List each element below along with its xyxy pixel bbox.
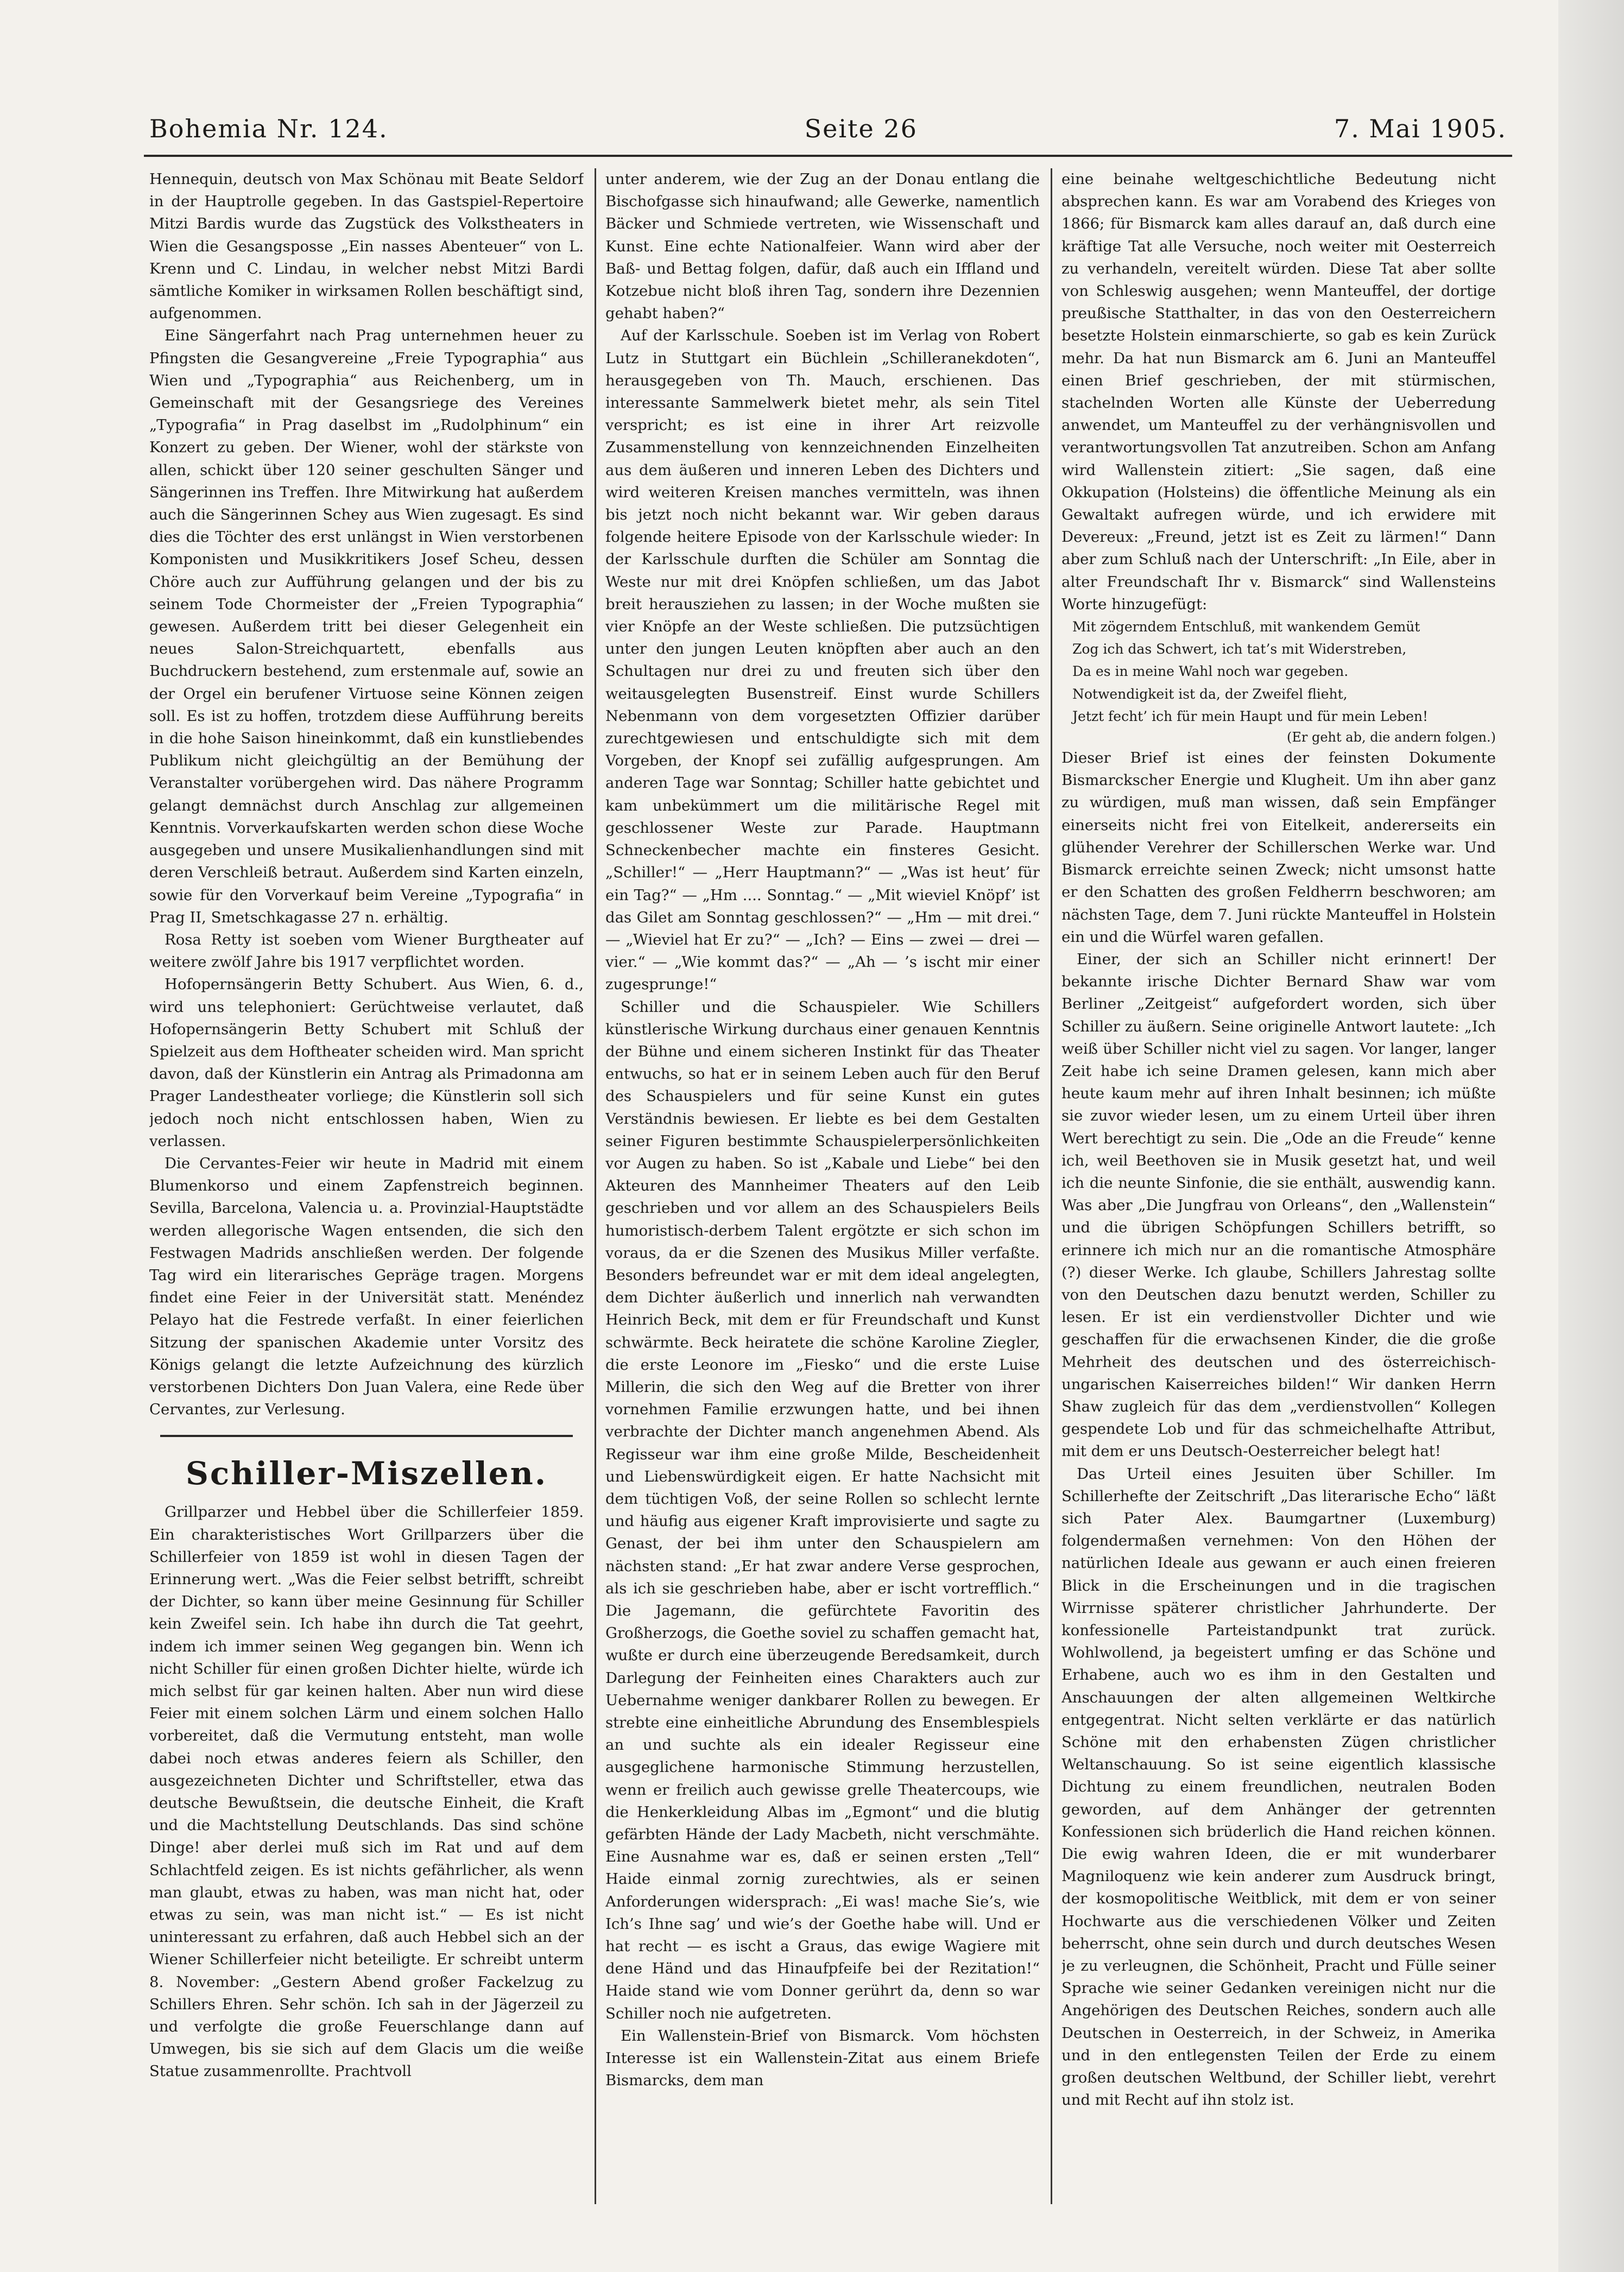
- article-paragraph: Hofopernsängerin Betty Schubert. Aus Wien, 6. d., wird uns telephoniert: Gerüchtweise verlautet, daß Hofopernsängerin Betty Schubert mit Schluß der Spielzeit aus dem Hoftheater scheiden wird. Man spricht davon, daß der Künstlerin ein Antrag als Primadonna am Prager Landestheater vorliege; die Künstlerin soll sich jedoch noch nicht entschlossen haben, Wien zu verlassen.: [149, 976, 584, 1150]
- verse-line: Zog ich das Schwert, ich tat’s mit Widerstreben,: [1072, 641, 1407, 657]
- article-paragraph: Dieser Brief ist eines der feinsten Dokumente Bismarckscher Energie und Klugheit. Um ihn aber ganz zu würdigen, muß man wissen, daß sein Empfänger einerseits nicht frei von Eitelkeit, andererseits ein glühender Verehrer der Schillerschen Werke war. Und Bismarck erreichte seinen Zweck; nicht umsonst hatte er den Schatten des großen Feldherrn beschworen; am nächsten Tage, dem 7. Juni rückte Manteuffel in Holstein ein und die Würfel waren gefallen.: [1061, 749, 1496, 946]
- article-paragraph: Die Cervantes-Feier wir heute in Madrid mit einem Blumenkorso und einem Zapfenstreich beginnen. Sevilla, Barcelona, Valencia u. a. Provinzial-Hauptstädte werden allegorische Wagen entsenden, die sich den Festwagen Madrids anschließen werden. Der folgende Tag wird ein literarisches Gepräge tragen. Morgens findet eine Feier in der Universität statt. Menéndez Pelayo hat die Festrede verfaßt. In einer feierlichen Sitzung der spanischen Akademie unter Vorsitz des Königs gelangt die letzte Aufzeichnung des kürzlich verstorbenen Dichters Don Juan Valera, eine Rede über Cervantes, zur Verlesung.: [149, 1154, 584, 1419]
- verse-line: Jetzt fecht’ ich für mein Haupt und für mein Leben!: [1072, 708, 1429, 724]
- article-paragraph: Einer, der sich an Schiller nicht erinnert! Der bekannte irische Dichter Bernard Shaw war vom Berliner „Zeitgeist“ aufgefordert worden, sich über Schiller zu äußern. Seine originelle Antwort lautete: „Ich weiß über Schiller nicht viel zu sagen. Vor langer, langer Zeit habe ich seine Dramen gelesen, kann mich aber heute kaum mehr auf ihren Inhalt besinnen; ich müßte sie zuvor wieder lesen, um zu einem Urteil über ihren Wert berechtigt zu sein. Die „Ode an die Freude“ kenne ich, weil Beethoven sie in Musik gesetzt hat, und weil ich die neunte Sinfonie, die sie enthält, auswendig kann. Was aber „Die Jungfrau von Orleans“, den „Wallenstein“ und die übrigen Schöpfungen Schillers betrifft, so erinnere ich mich nur an die romantische Atmosphäre (?) dieser Werke. Ich glaube, Schillers Jahrestag sollte von den Deutschen dazu benutzt werden, Schiller zu lesen. Er ist ein verdienstvoller Dichter und wie geschaffen für die erwachsenen Kinder, die die große Mehrheit des deutschen und des österreichisch-ungarischen Kaiserreiches bilden!“ Wir danken Herrn Shaw zugleich für das dem „verdienstvollen“ Kollegen gespendete Lob und für das schmeichelhafte Attribut, mit dem er uns Deutsch-Oesterreicher belegt hat!: [1061, 950, 1496, 1460]
- section-title: Schiller-Miszellen.: [185, 1455, 548, 1492]
- quoted-verse: [1061, 616, 1496, 747]
- article-paragraph: Grillparzer und Hebbel über die Schillerfeier 1859. Ein charakteristisches Wort Grillparzers über die Schillerfeier von 1859 ist wohl in diesen Tagen der Erinnerung wert. „Was die Feier selbst betrifft, schreibt der Dichter, so kann über meine Gesinnung für Schiller kein Zweifel sein. Ich habe ihn durch die Tat geehrt, indem ich immer seinen Weg gegangen bin. Wenn ich nicht Schiller für einen großen Dichter hielte, würde ich mich selbst für gar keinen halten. Aber nun wird diese Feier mit einem solchen Lärm und einem solchen Hallo vorbereitet, daß die Vermutung entsteht, man wolle dabei noch etwas anderes feiern als Schiller, den ausgezeichneten Dichter und Schriftsteller, etwa das deutsche Bewußtsein, die deutsche Einheit, die Kraft und die Machtstellung Deutschlands. Das sind schöne Dinge! aber derlei muß sich im Rat und auf dem Schlachtfeld zeigen. Es ist nichts gefährlicher, als wenn man glaubt, etwas zu haben, was man nicht hat, oder etwas zu sein, was man nicht ist.“ — Es ist nicht uninteressant zu erfahren, daß auch Hebbel sich an der Wiener Schillerfeier nicht beteiligte. Er schreibt unterm 8. November: „Gestern Abend großer Fackelzug zu Schillers Ehren. Sehr schön. Ich sah in der Jägerzeil zu und verfolgte die große Feuerschlange dann auf Umwegen, bis sie sich auf dem Glacis um die weiße Statue zusammenrollte. Prachtvoll: [149, 1503, 584, 2080]
- article-paragraph: Eine Sängerfahrt nach Prag unternehmen heuer zu Pfingsten die Gesangvereine „Freie Typographia“ aus Wien und „Typographia“ aus Reichenberg, um in Gemeinschaft mit der Gesangsriege des Vereines „Typografia“ in Prag daselbst im „Rudolphinum“ ein Konzert zu geben. Der Wiener, wohl der stärkste von allen, schickt über 120 seiner geschulten Sänger und Sängerinnen ins Treffen. Ihre Mitwirkung hat außerdem auch die Sängerinnen Schey aus Wien zugesagt. Es sind dies die Töchter des erst unlängst in Wien verstorbenen Komponisten und Musikkritikers Josef Scheu, dessen Chöre auch zur Aufführung gelangen und der bis zu seinem Tode Chormeister der „Freien Typographia“ gewesen. Außerdem tritt bei dieser Gelegenheit ein neues Salon-Streichquartett, ebenfalls aus Buchdruckern bestehend, zum erstenmale auf, sowie an der Orgel ein berufener Virtuose seine Können zeigen soll. Es ist zu hoffen, trotzdem diese Aufführung bereits in die hohe Saison hineinkommt, daß ein kunstliebendes Publikum nicht gleichgültig an der Bemühung der Veranstalter vorübergehen wird. Das nähere Programm gelangt demnächst durch Anschlag zur allgemeinen Kenntnis. Vorverkaufskarten werden schon diese Woche ausgegeben und unsere Musikalienhandlungen sind mit deren Verschleiß betraut. Außerdem sind Karten einzeln, sowie für den Vorverkauf beim Vereine „Typografia“ in Prag II, Smetschkagasse 27 n. erhältig.: [149, 327, 584, 926]
- page-header: [149, 114, 1507, 157]
- column-1: [149, 168, 584, 2210]
- verse-line: Da es in meine Wahl noch war gegeben.: [1072, 663, 1349, 680]
- article-paragraph: Das Urteil eines Jesuiten über Schiller. Im Schillerhefte der Zeitschrift „Das literarische Echo“ läßt sich Pater Alex. Baumgartner (Luxemburg) folgendermaßen vernehmen: Von den Höhen der natürlichen Ideale aus gewann er auch einen freieren Blick in die Erscheinungen und in die tragischen Wirrnisse späterer christlicher Jahrhunderte. Der konfessionelle Parteistandpunkt trat zurück. Wohlwollend, ja begeistert umfing er das Schöne und Erhabene, auch wo es ihm in den Gestalten und Anschauungen der alten allgemeinen Weltkirche entgegentrat. Nicht selten verklärte er das natürlich Schöne mit den erhabensten Zügen christlicher Weltanschauung. So ist seine eigentlich klassische Dichtung zu einem freundlichen, neutralen Boden geworden, auf dem Anhänger der getrennten Konfessionen sich brüderlich die Hand reichen können. Die ewig wahren Ideen, die er mit wunderbarer Magniloquenz wie kein anderer zum Ausdruck bringt, der kosmopolitische Weitblick, mit dem er von seiner Hochwarte aus die verschiedenen Völker und Zeiten beherrscht, ohne sein durch und durch deutsches Wesen je zu verleugnen, die Schönheit, Pracht und Fülle seiner Sprache wie seiner Gedanken vereinigen nicht nur die Angehörigen des Deutschen Reiches, sondern auch alle Deutschen in Oesterreich, in der Schweiz, in Amerika und in den entlegensten Teilen der Erde zu einem großen deutschen Weltbund, der Schiller liebt, verehrt und mit Recht auf ihn stolz ist.: [1061, 1465, 1496, 2109]
- stage-direction: (Er geht ab, die andern folgen.): [1287, 730, 1496, 745]
- header-page-number: Seite 26: [804, 114, 918, 143]
- article-paragraph: eine beinahe weltgeschichtliche Bedeutung nicht absprechen kann. Es war am Vorabend des Krieges von 1866; für Bismarck kam alles darauf an, daß durch eine kräftige Tat alle Versuche, noch weiter mit Oesterreich zu verhandeln, vereitelt würden. Diese Tat aber sollte von Schleswig ausgehen; wenn Manteuffel, der dortige preußische Statthalter, in das von den Oesterreichern besetzte Holstein einmarschierte, so gab es kein Zurück mehr. Da hat nun Bismarck am 6. Juni an Manteuffel einen Brief geschrieben, der mit stürmischen, stachelnden Worten alle Künste der Ueberredung anwendet, um Manteuffel zu der verhängnisvollen und verantwortungsvollen Tat anzutreiben. Schon am Anfang wird Wallenstein zitiert: „Sie sagen, daß eine Okkupation (Holsteins) die öffentliche Meinung als ein Gewaltakt aufregen würde, und ich erwidere mit Devereux: „Freund, jetzt ist es Zeit zu lärmen!“ Dann aber zum Schluß nach der Unterschrift: „In Eile, aber in alter Freundschaft Ihr v. Bismarck“ sind Wallensteins Worte hinzugefügt:: [1061, 170, 1496, 613]
- newspaper-page: [133, 98, 1520, 2215]
- article-paragraph: Ein Wallenstein-Brief von Bismarck. Vom höchsten Interesse ist ein Wallenstein-Zitat aus einem Briefe Bismarcks, dem man: [605, 2027, 1040, 2090]
- article-paragraph: unter anderem, wie der Zug an der Donau entlang die Bischofgasse sich hinaufwand; alle Gewerke, namentlich Bäcker und Schmiede vertreten, wie Wissenschaft und Kunst. Eine echte Nationalfeier. Wann wird aber der Baß- und Bettag folgen, dafür, daß auch ein Iffland und Kotzebue nicht bloß ihren Tag, sondern ihre Dezennien gehabt haben?“: [605, 170, 1040, 322]
- article-paragraph: Schiller und die Schauspieler. Wie Schillers künstlerische Wirkung durchaus einer genauen Kenntnis der Bühne und einem sicheren Instinkt für das Theater entwuchs, so hat er in seinem Leben auch für den Beruf des Schauspielers und für seine Kunst ein gutes Verständnis bewiesen. Er liebte es bei dem Gestalten seiner Figuren bestimmte Schauspielerpersönlichkeiten vor Augen zu haben. So ist „Kabale und Liebe“ bei den Akteuren des Mannheimer Theaters auf den Leib geschrieben und vor allem an des Schauspielers Beils humoristisch-derbem Talent ergötzte er sich schon im voraus, da er die Szenen des Musikus Miller verfaßte. Besonders befreundet war er mit dem ideal angelegten, dem Dichter äußerlich und innerlich nah verwandten Heinrich Beck, mit dem er für Freundschaft und Kunst schwärmte. Beck heiratete die schöne Karoline Ziegler, die erste Leonore im „Fiesko“ und die erste Luise Millerin, die sich den Weg auf die Bretter von ihrer vornehmen Familie erzwungen hatte, und bei ihnen verbrachte der Dichter manch angenehmen Abend. Als Regisseur war ihm eine große Milde, Bescheidenheit und Liebenswürdigkeit eigen. Er hatte Nachsicht mit dem tüchtigen Voß, der seine Rollen so schlecht lernte und häufig aus eigener Kraft improvisierte und sagte zu Genast, der bei ihm unter den Schauspielern am nächsten stand: „Er hat zwar andere Verse gesprochen, als ich sie geschrieben habe, aber er ischt vortrefflich.“ Die Jagemann, die gefürchtete Favoritin des Großherzogs, die Goethe soviel zu schaffen gemacht hat, wußte er durch eine überzeugende Beredsamkeit, durch Darlegung der Feinheiten eines Charakters auch zur Uebernahme weniger dankbarer Rollen zu bewegen. Er strebte eine einheitliche Abrundung des Ensemblespiels an und suchte als ein idealer Regisseur eine ausgeglichene harmonische Stimmung herzustellen, wenn er freilich auch gewisse grelle Theatercoups, wie die Henkerkleidung Albas im „Egmont“ und die blutig gefärbten Hände der Lady Macbeth, nicht verschmähte. Eine Ausnahme war es, daß er seinen ersten „Tell“ Haide einmal zornig zurechtwies, als er seinen Anforderungen widersprach: „Ei was! mache Sie’s, wie Ich’s Ihne sag’ und wie’s der Goethe habe will. Und er hat recht — es ischt a Graus, das ewige Wagiere mit dene Händ und das Hinaufpfeife bei der Rezitation!“ Haide stand wie vom Donner gerührt da, denn so war Schiller noch nie aufgetreten.: [605, 998, 1040, 2022]
- article-paragraph: Auf der Karlsschule. Soeben ist im Verlag von Robert Lutz in Stuttgart ein Büchlein „Schilleranekdoten“, herausgegeben von Th. Mauch, erschienen. Das interessante Sammelwerk bietet mehr, als sein Titel verspricht; es ist eine in ihrer Art reizvolle Zusammenstellung von kennzeichnenden Einzelheiten aus dem äußeren und inneren Leben des Dichters und wird weiteren Kreisen manches vermitteln, was ihnen bis jetzt noch nicht bekannt war. Wir geben daraus folgende heitere Episode von der Karlsschule wieder: In der Karlsschule durften die Schüler am Sonntag die Weste nur mit drei Knöpfen schließen, um das Jabot breit herausziehen zu lassen; in der Woche mußten sie vier Knöpfe an der Weste schließen. Die putzsüchtigen unter den jungen Leuten knöpften aber auch an den Schultagen nur drei zu und freuten sich über den weitausgelegten Busenstreif. Einst wurde Schillers Nebenmann von dem vorgesetzten Offizier darüber zurechtgewiesen und entschuldigte sich mit dem Vorgeben, der Knopf sei zufällig aufgesprungen. Am anderen Tage war Sonntag; Schiller hatte gebichtet und kam unbekümmert um die militärische Regel mit geschlossener Weste zur Parade. Hauptmann Schneckenbecher machte ein finsteres Gesicht. „Schiller!“ — „Herr Hauptmann?“ — „Was ist heut’ für ein Tag?“ — „Hm .... Sonntag.“ — „Mit wieviel Knöpf’ ist das Gilet am Sonntag geschlossen?“ — „Hm — mit drei.“ — „Wieviel hat Er zu?“ — „Ich? — Eins — zwei — drei — vier.“ — „Wie kommt das?“ — „Ah — ’s ischt mir einer zugesprunge!“: [605, 327, 1040, 993]
- header-date: 7. Mai 1905.: [1334, 114, 1507, 143]
- header-rule: [144, 155, 1512, 157]
- column-rule: [1051, 168, 1052, 2204]
- verse-line: Mit zögerndem Entschluß, mit wankendem Gemüt: [1072, 619, 1420, 635]
- article-paragraph: Hennequin, deutsch von Max Schönau mit Beate Seldorf in der Hauptrolle gegeben. In das Gastspiel-Repertoire Mitzi Bardis wurde das Zugstück des Volkstheaters in Wien die Gesangsposse „Ein nasses Abenteuer“ von L. Krenn und C. Lindau, in welcher nebst Mitzi Bardi sämtliche Komiker in wirksamen Rollen beschäftigt sind, aufgenommen.: [149, 170, 584, 322]
- page-edge-shadow: [1558, 0, 1624, 2272]
- column-rule: [595, 168, 596, 2204]
- verse-line: Notwendigkeit ist da, der Zweifel flieht,: [1072, 686, 1348, 702]
- article-paragraph: Rosa Retty ist soeben vom Wiener Burgtheater auf weitere zwölf Jahre bis 1917 verpflichtet worden.: [149, 931, 584, 971]
- column-2: [605, 168, 1040, 2210]
- header-issue: Bohemia Nr. 124.: [149, 114, 388, 143]
- column-3: [1061, 168, 1496, 2210]
- section-separator: [160, 1435, 573, 1437]
